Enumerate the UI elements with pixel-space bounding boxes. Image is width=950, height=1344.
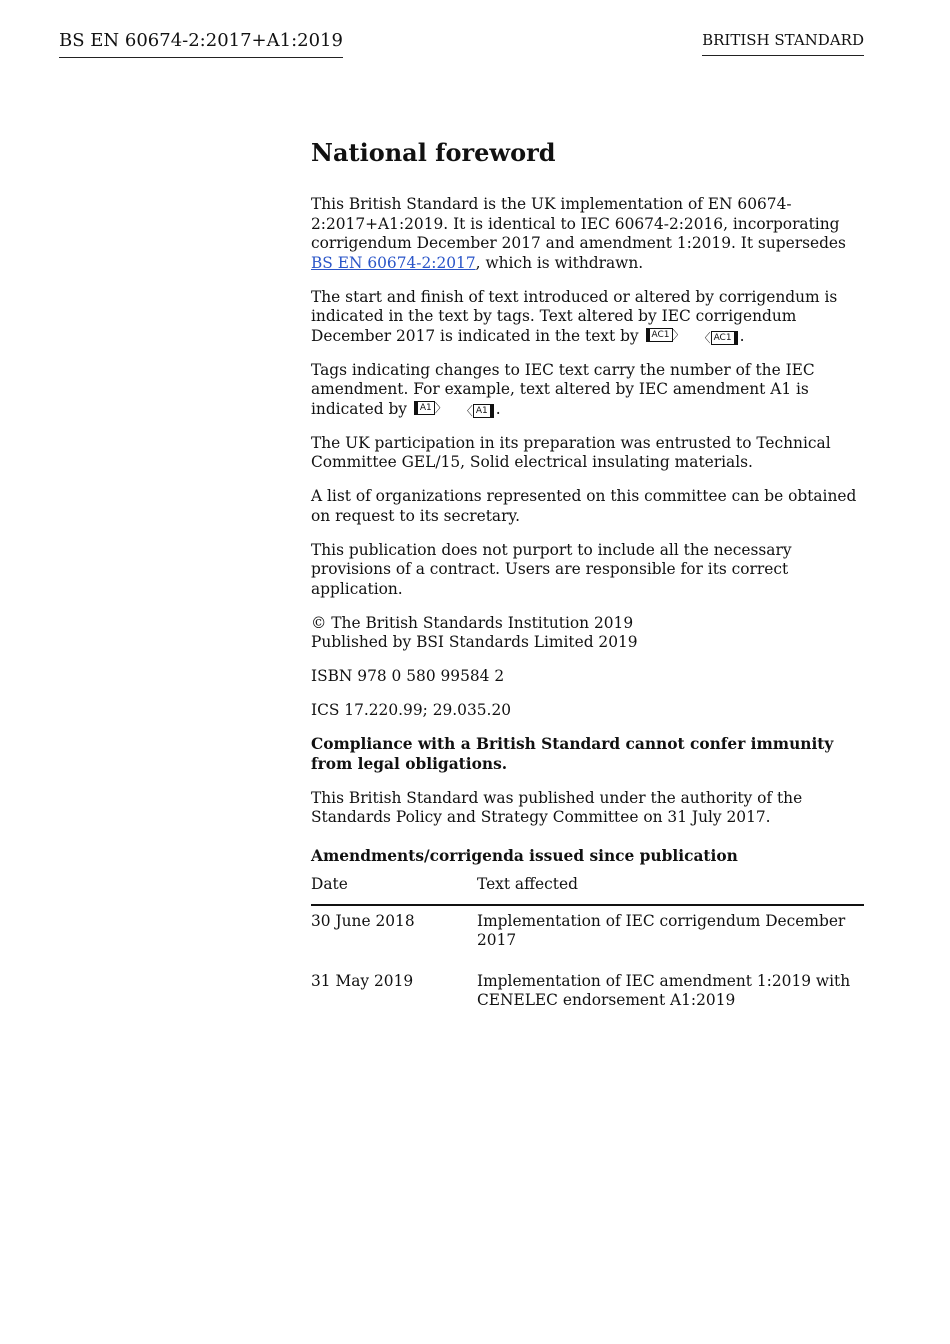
table-row [311,905,864,966]
amendment-text: Implementation of IEC corrigendum December 2017 [477,911,846,949]
publisher-line: Published by BSI Standards Limited 2019 [311,633,638,651]
a1-start-tag-icon: A1 〉 [414,401,447,415]
copyright-line: © The British Standards Institution 2019 [311,613,634,632]
page-title: National foreword [311,138,556,167]
amendment-tags-paragraph: Tags indicating changes to IEC text carry the number of the IEC amendment. For example, text altered by IEC amendment A1 is indicated by A1 〉 〈 A1 . [311,360,815,418]
document-id-header: BS EN 60674-2:2017+A1:2019 [59,30,343,58]
contract-paragraph: This publication does not purport to include all the necessary provisions of a contract. Users are responsible for its correct application. [311,540,792,598]
implementation-paragraph [311,195,864,273]
a1-end-tag-icon: 〈 A1 [461,404,494,418]
date-column-header: Date [311,875,477,905]
amendments-title: Amendments/corrigenda issued since publication [311,846,738,865]
ac1-end-tag-icon: 〈 AC1 [699,331,738,345]
isbn-line: ISBN 978 0 580 99584 2 [311,667,505,685]
corrigendum-tags-paragraph: The start and finish of text introduced or altered by corrigendum is indicated in the text by tags. Text altered by IEC corrigendum December 2017 is indicated in the text by AC1 〉 〈 AC1 . [311,287,838,345]
implementation-text: This British Standard is the UK implementation of EN 60674-2:2017+A1:2019. It is identical to IEC 60674-2:2016, incorporating corrigendum December 2017 and amendment 1:2019. It supersedes [311,195,846,252]
amendment-date: 31 May 2019 [311,971,414,990]
corrigendum-tags-text: The start and finish of text introduced or altered by corrigendum is indicated in the text by tags. Text altered by IEC corrigendum December 2017 is indicated in the text by [311,287,838,345]
amendment-date: 30 June 2018 [311,911,415,930]
organizations-paragraph: A list of organizations represented on this committee can be obtained on request to its secretary. [311,487,857,525]
ics-line: ICS 17.220.99; 29.035.20 [311,701,512,719]
amendments-header-row [311,875,864,905]
amendment-text: Implementation of IEC amendment 1:2019 with CENELEC endorsement A1:2019 [477,971,851,1009]
copyright-block [311,614,864,653]
committee-paragraph: The UK participation in its preparation was entrusted to Technical Committee GEL/15, Solid electrical insulating materials. [311,433,831,471]
text-affected-column-header: Text affected [477,875,864,905]
ac1-start-tag-icon: AC1 〉 [646,328,685,342]
authority-paragraph: This British Standard was published under the authority of the Standards Policy and Strategy Committee on 31 July 2017. [311,788,803,826]
table-row [311,966,864,1026]
series-header: BRITISH STANDARD [702,31,864,56]
national-foreword-section [311,136,864,1026]
compliance-statement: Compliance with a British Standard cannot confer immunity from legal obligations. [311,735,834,773]
superseded-standard-link[interactable]: BS EN 60674-2:2017 [311,253,476,272]
amendment-tags-text: Tags indicating changes to IEC text carry the number of the IEC amendment. For example, text altered by IEC amendment A1 is indicated by [311,360,815,418]
amendments-table [311,875,864,1026]
implementation-end: , which is withdrawn. [475,253,644,272]
